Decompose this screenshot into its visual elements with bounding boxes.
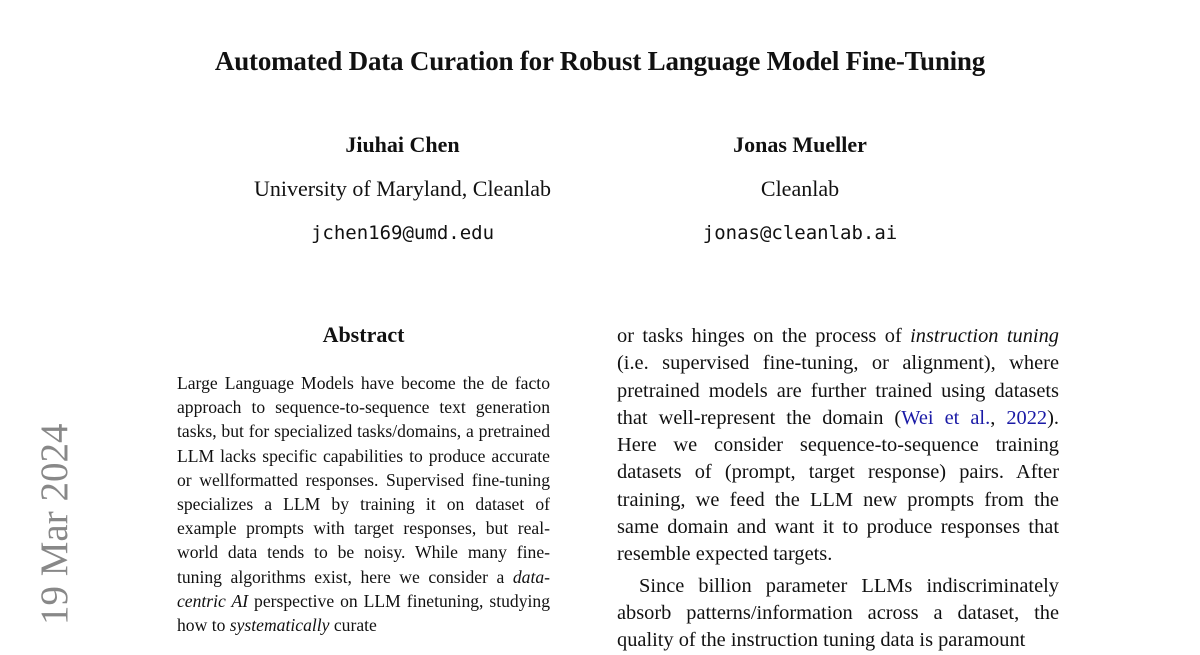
intro-paragraph-2: Since billion parameter LLMs indiscriminately absorb patterns/information across a dataset, the quality of the instruction tuning data is paramount [617, 574, 1059, 652]
arxiv-date-stamp: 19 Mar 2024 [33, 423, 76, 625]
citation-link-year[interactable]: 2022 [1006, 406, 1048, 429]
citation-link-author[interactable]: Wei et al. [901, 406, 991, 429]
author-affiliation: Cleanlab [760, 176, 840, 201]
abstract-emphasis: systematically [229, 615, 330, 636]
abstract-text-part: perspective on LLM finetuning, studying how to [177, 590, 550, 636]
intro-paragraph-1 [617, 323, 1059, 569]
intro-text-part: (i.e. supervised fine-tuning, or alignment), where pretrained models are further trained using datasets that well-represent the domain ( [617, 352, 1059, 429]
abstract-text-part: Large Language Models have become the de facto approach to sequence-to-sequence text generation tasks, but for specialized tasks/domains, a pretrained LLM lacks specific capabilities to produce accurate or wellformatted responses. Supervised fine-tuning specializes a LLM by training it on dataset of example prompts with target responses, but real-world data tends to be noisy. While many fine-tuning algorithms exist, here we consider a [177, 373, 550, 587]
abstract-text-part: curate [329, 615, 377, 636]
author-name: Jonas Mueller [733, 132, 867, 157]
author-block-1 [190, 132, 615, 244]
intro-text-part: ). Here we consider sequence-to-sequence training datasets of (prompt, target response) pairs. After training, we feed the LLM new prompts from the same domain and want it to produce responses that resemble expected targets. [617, 406, 1059, 566]
author-block-2 [600, 132, 1000, 244]
author-name: Jiuhai Chen [345, 132, 460, 157]
intro-emphasis: instruction tuning [910, 325, 1059, 347]
abstract-text [177, 371, 550, 637]
author-email[interactable]: jchen169@umd.edu [310, 222, 495, 244]
abstract-heading: Abstract [322, 322, 405, 347]
author-email[interactable]: jonas@cleanlab.ai [702, 222, 898, 244]
abstract-emphasis: data-centric AI [177, 566, 550, 611]
citation-separator: , [990, 406, 1007, 429]
paper-title: Automated Data Curation for Robust Language Model Fine-Tuning [214, 46, 986, 76]
intro-column [617, 323, 1059, 655]
author-affiliation: University of Maryland, Cleanlab [254, 176, 551, 201]
intro-text-part: or tasks hinges on the process of [617, 325, 911, 347]
